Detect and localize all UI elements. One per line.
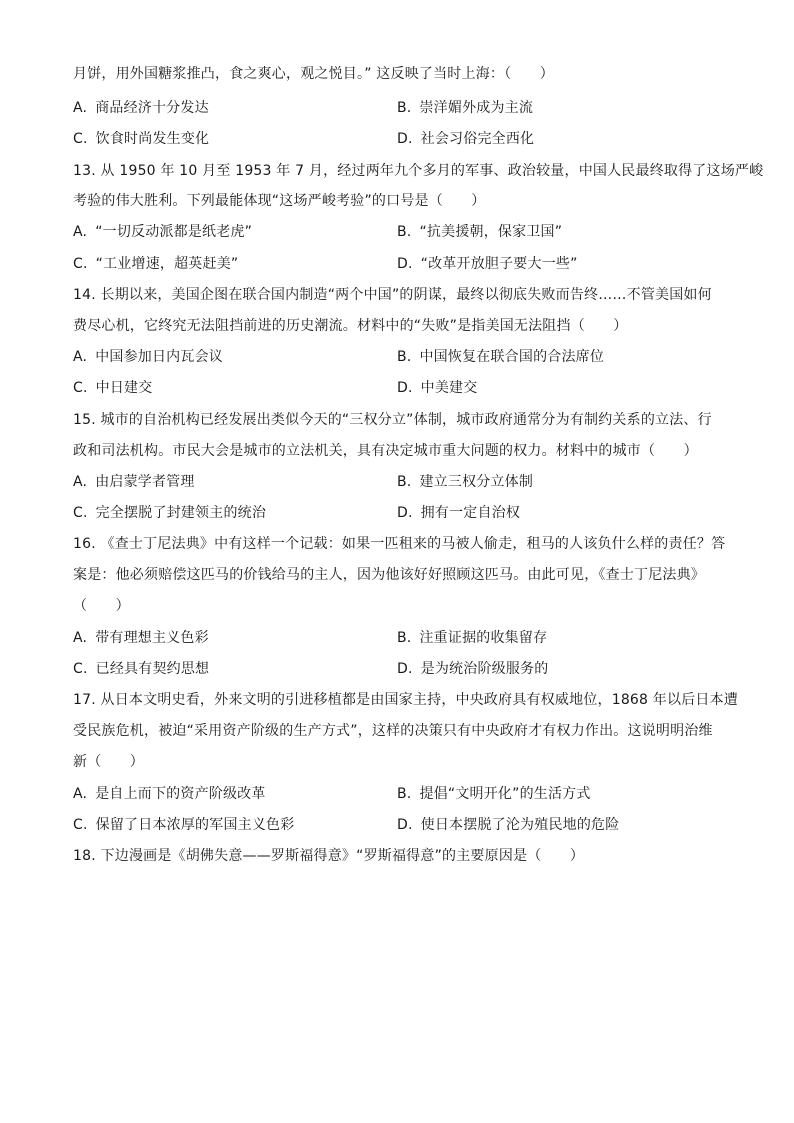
option-text: 商品经济十分发达 (95, 100, 209, 116)
q13-stem-line-2: 考验的伟大胜利。下列最能体现“这场严峻考验”的口号是（ ） (73, 193, 486, 209)
option-text: 崇洋媚外成为主流 (419, 100, 534, 116)
option-text: 建立三权分立体制 (419, 474, 534, 490)
q18-stem: 18. 下边漫画是《胡佛失意——罗斯福得意》“罗斯福得意”的主要原因是（ ） (73, 848, 585, 864)
q14-option-c[interactable] (73, 378, 152, 398)
option-text: 是为统治阶级服务的 (420, 661, 549, 677)
q17-option-a[interactable] (73, 784, 266, 804)
q16-stem-line-2: 案是：他必须赔偿这匹马的价钱给马的主人，因为他该好好照顾这匹马。由此可见，《查士丁尼法典》 (73, 567, 705, 583)
option-text: “改革开放胆子要大一些” (420, 256, 578, 272)
option-text: 注重证据的收集留存 (419, 630, 548, 646)
option-label: A. (73, 100, 88, 116)
option-label: B. (397, 474, 412, 490)
option-text: 由启蒙学者管理 (95, 474, 195, 490)
q14-stem-line-1: 14. 长期以来，美国企图在联合国内制造“两个中国”的阴谋，最终以彻底失败而告终……不管美国如何 (73, 287, 712, 303)
q15-option-a[interactable] (73, 472, 195, 492)
option-label: C. (73, 256, 88, 272)
option-label: A. (73, 224, 88, 240)
option-text: 中美建交 (420, 380, 478, 396)
option-label: D. (397, 256, 413, 272)
q16-option-b[interactable] (397, 628, 547, 648)
q13-option-c[interactable] (73, 254, 238, 274)
option-text: 带有理想主义色彩 (95, 630, 209, 646)
option-label: C. (73, 505, 88, 521)
option-text: 使日本摆脱了沦为殖民地的危险 (420, 817, 620, 833)
q17-stem-line-2: 受民族危机，被迫“采用资产阶级的生产方式”，这样的决策只有中央政府才有权力作出。这说明明治维 (73, 723, 713, 739)
option-text: “抗美援朝，保家卫国” (419, 224, 563, 240)
q15-option-c[interactable] (73, 503, 266, 523)
q16-stem-line-1: 16. 《查士丁尼法典》中有这样一个记载：如果一匹租来的马被人偷走，租马的人该负什么样的责任？答 (73, 536, 726, 552)
option-text: 中国恢复在联合国的合法席位 (419, 349, 605, 365)
option-text: 保留了日本浓厚的军国主义色彩 (95, 817, 295, 833)
q12-option-d[interactable] (397, 129, 534, 149)
q16-stem-line-3: （ ） (73, 598, 130, 614)
option-text: “一切反动派都是纸老虎” (95, 224, 253, 240)
q17-stem-line-3: 新（ ） (73, 754, 144, 770)
option-label: A. (73, 630, 88, 646)
option-label: A. (73, 786, 88, 802)
option-text: 完全摆脱了封建领主的统治 (95, 505, 267, 521)
option-text: 社会习俗完全西化 (420, 131, 535, 147)
q17-option-b[interactable] (397, 784, 591, 804)
q13-option-b[interactable] (397, 222, 562, 242)
option-text: 是自上而下的资产阶级改革 (95, 786, 266, 802)
option-label: B. (397, 349, 412, 365)
option-label: A. (73, 474, 88, 490)
option-text: 拥有一定自治权 (420, 505, 521, 521)
q13-option-d[interactable] (397, 254, 578, 274)
q12-stem-tail: 月饼，用外国糖浆推凸，食之爽心，观之悦目。” 这反映了当时上海：（ ） (73, 66, 554, 82)
option-label: B. (397, 100, 412, 116)
q15-stem-line-2: 政和司法机构。市民大会是城市的立法机关，具有决定城市重大问题的权力。材料中的城市（ ） (73, 443, 698, 459)
option-text: 已经具有契约思想 (95, 661, 210, 677)
option-text: “工业增速，超英赶美” (95, 256, 239, 272)
q16-option-d[interactable] (397, 659, 548, 679)
option-text: 中国参加日内瓦会议 (95, 349, 223, 365)
q16-option-c[interactable] (73, 659, 209, 679)
q12-option-c[interactable] (73, 129, 209, 149)
option-label: C. (73, 380, 88, 396)
option-label: A. (73, 349, 88, 365)
q17-option-d[interactable] (397, 815, 619, 835)
q14-option-b[interactable] (397, 347, 604, 367)
q17-stem-line-1: 17. 从日本文明史看，外来文明的引进移植都是由国家主持，中央政府具有权威地位，1868 年以后日本遭 (73, 692, 738, 708)
q15-stem-line-1: 15. 城市的自治机构已经发展出类似今天的“三权分立”体制，城市政府通常分为有制约关系的立法、行 (73, 412, 712, 428)
option-label: C. (73, 131, 88, 147)
q13-option-a[interactable] (73, 222, 252, 242)
q12-option-b[interactable] (397, 98, 533, 118)
option-text: 饮食时尚发生变化 (95, 131, 210, 147)
option-label: D. (397, 817, 413, 833)
q15-option-b[interactable] (397, 472, 533, 492)
q14-option-a[interactable] (73, 347, 223, 367)
option-text: 提倡“文明开化”的生活方式 (419, 786, 591, 802)
q14-option-d[interactable] (397, 378, 477, 398)
q12-option-a[interactable] (73, 98, 209, 118)
option-label: D. (397, 505, 413, 521)
option-label: B. (397, 786, 412, 802)
option-label: B. (397, 630, 412, 646)
q17-option-c[interactable] (73, 815, 294, 835)
q14-stem-line-2: 费尽心机，它终究无法阻挡前进的历史潮流。材料中的“失败”是指美国无法阻挡（ ） (73, 318, 628, 334)
option-label: C. (73, 661, 88, 677)
option-label: C. (73, 817, 88, 833)
option-label: B. (397, 224, 412, 240)
q15-option-d[interactable] (397, 503, 520, 523)
q13-stem-line-1: 13. 从 1950 年 10 月至 1953 年 7 月，经过两年九个多月的军事、政治较量，中国人民最终取得了这场严峻 (73, 163, 764, 179)
option-label: D. (397, 131, 413, 147)
option-label: D. (397, 380, 413, 396)
option-label: D. (397, 661, 413, 677)
option-text: 中日建交 (95, 380, 153, 396)
q16-option-a[interactable] (73, 628, 209, 648)
